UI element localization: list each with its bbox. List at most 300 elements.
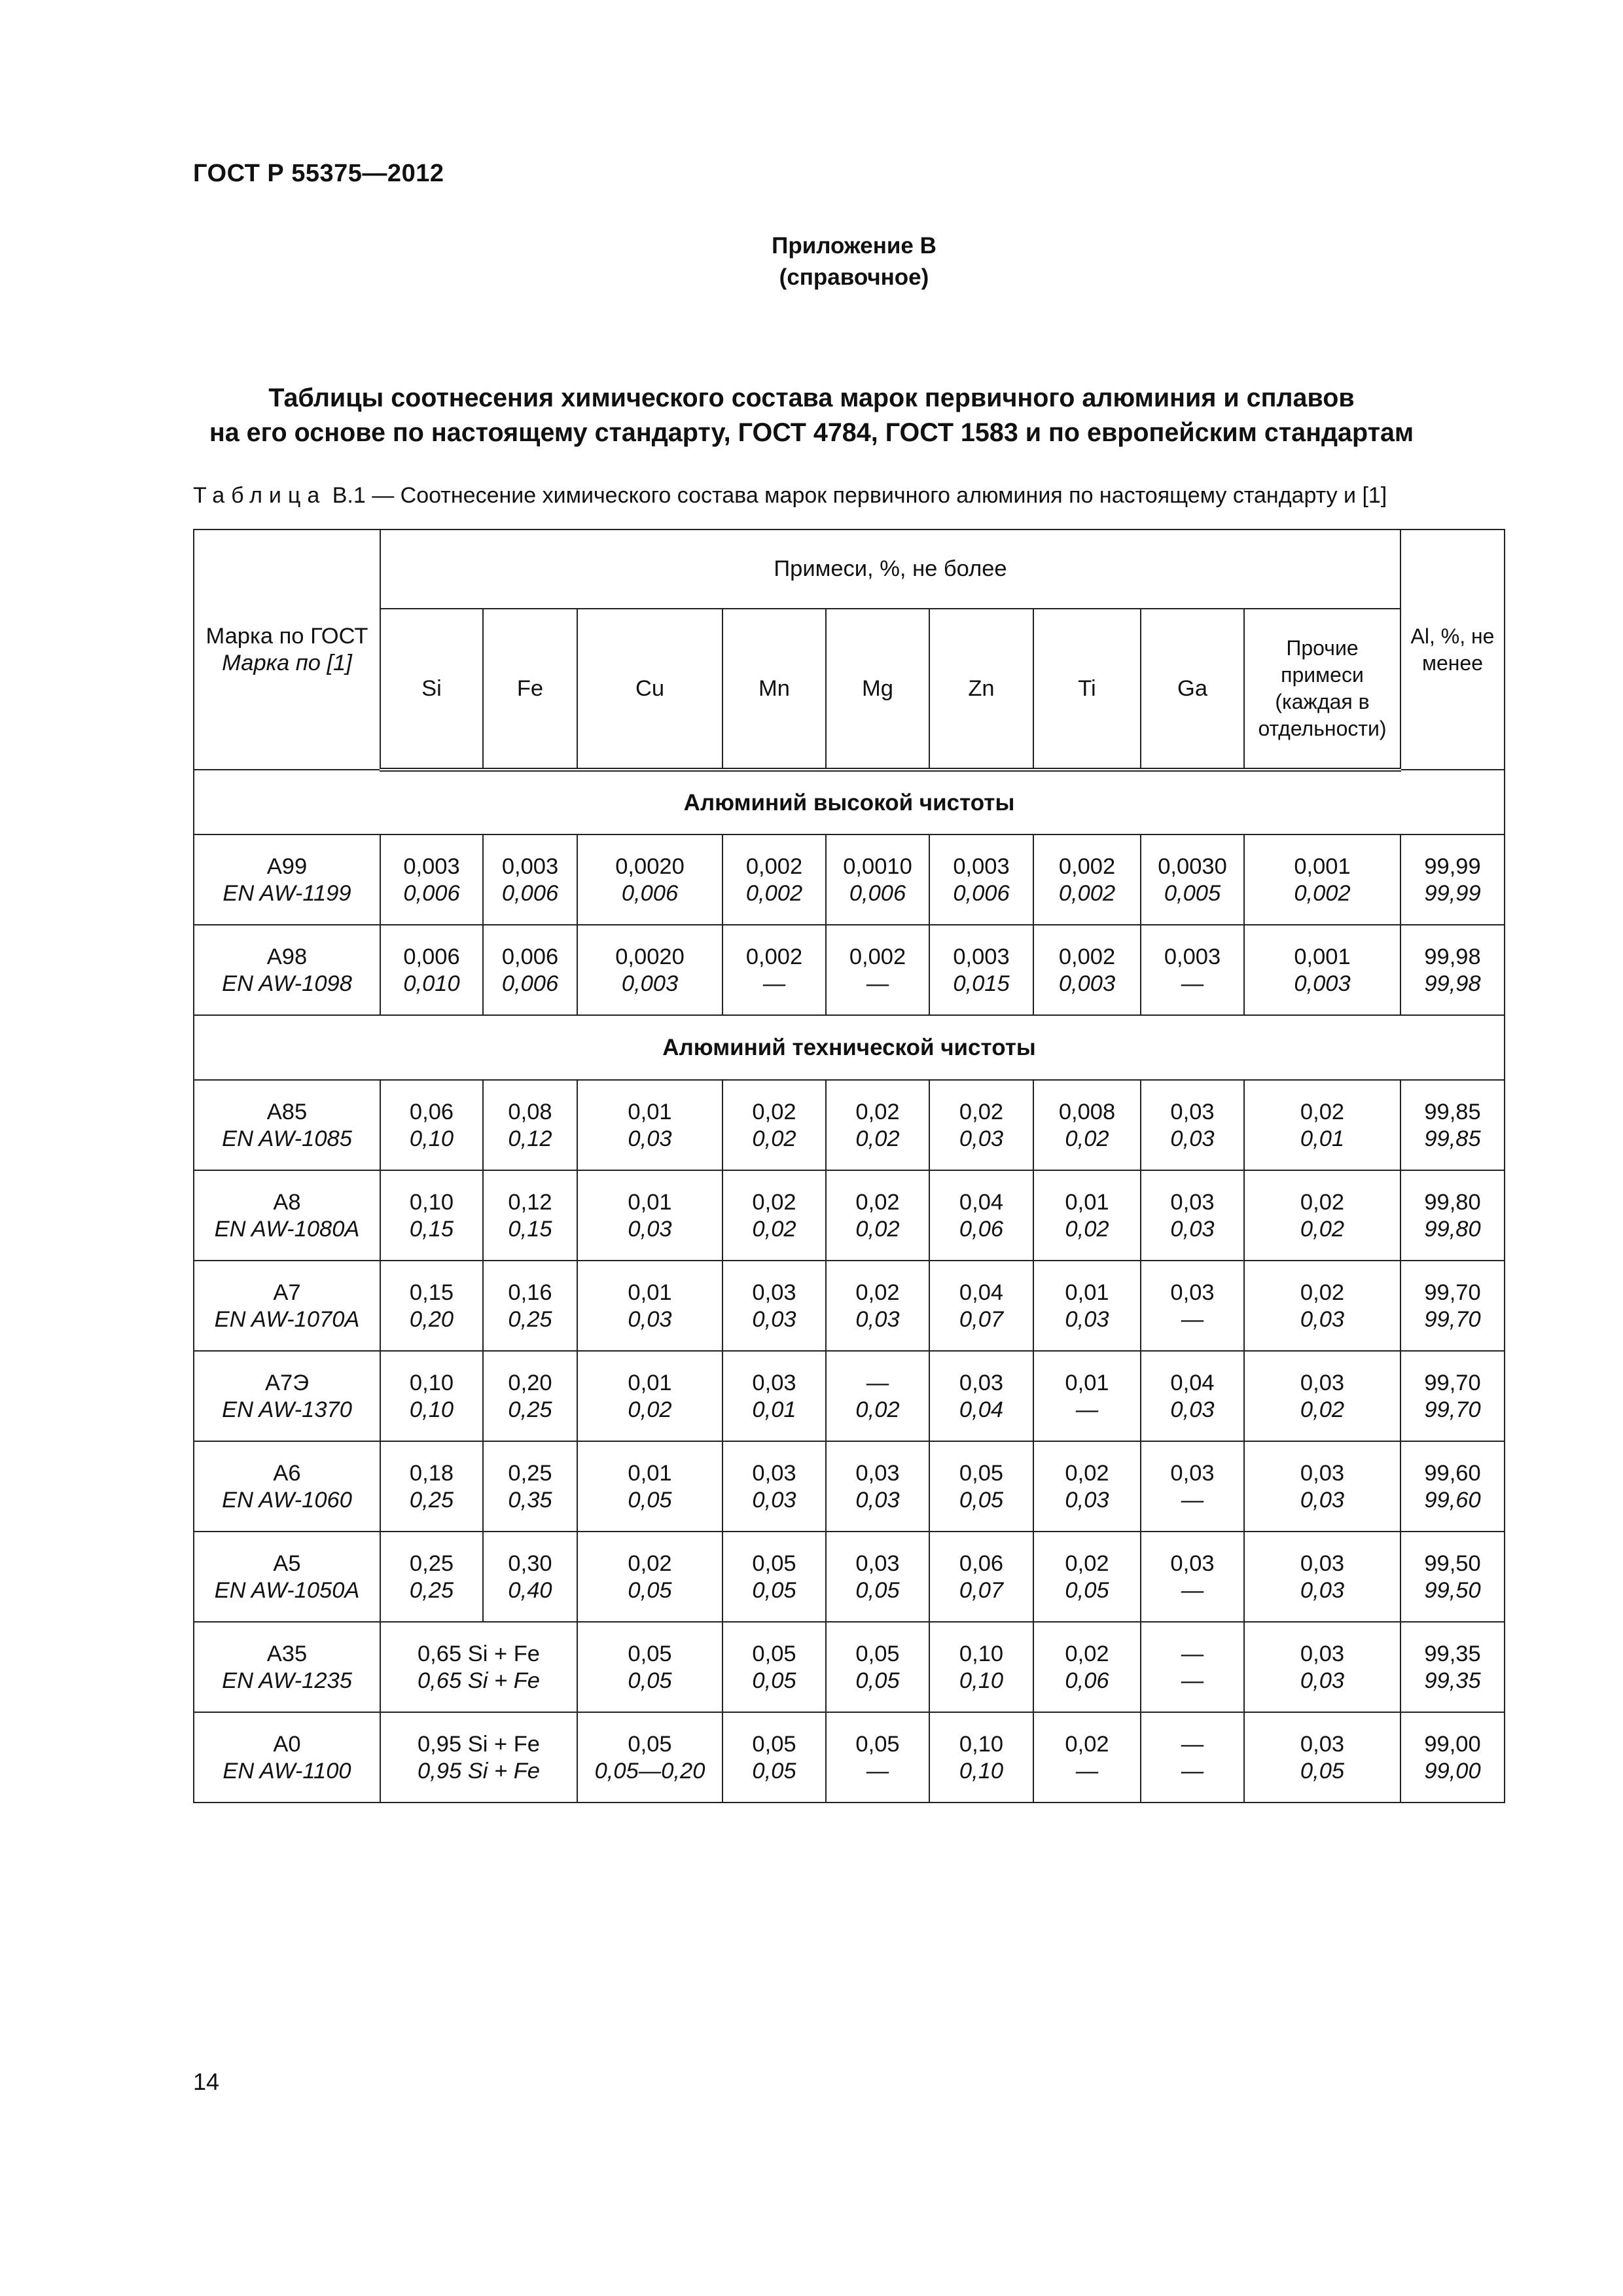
grade-en-header: Марка по [1] <box>222 650 352 675</box>
al-cell-gost: 99,85 <box>1424 1100 1481 1124</box>
mg-cell-en: 0,02 <box>855 1126 900 1151</box>
page-number: 14 <box>193 2068 220 2095</box>
ga-cell-gost: — <box>1181 1732 1204 1757</box>
mg-cell <box>826 1622 929 1712</box>
si-fe-cell-gost: 0,95 Si + Fe <box>418 1732 540 1757</box>
grade-cell <box>194 1532 380 1622</box>
al-cell-en: 99,70 <box>1424 1307 1481 1332</box>
mg-cell <box>826 1261 929 1351</box>
al-cell-en: 99,70 <box>1424 1397 1481 1422</box>
si-cell <box>380 1351 483 1441</box>
mg-cell <box>826 925 929 1015</box>
cu-cell <box>577 1351 722 1441</box>
ti-cell-gost: 0,01 <box>1065 1190 1109 1215</box>
appendix-heading <box>0 230 1623 293</box>
cu-cell <box>577 1532 722 1622</box>
appendix-title: Приложение В <box>772 233 936 259</box>
si-cell-en: 0,010 <box>403 971 460 996</box>
ti-cell-en: 0,03 <box>1065 1488 1109 1513</box>
ga-cell-gost: 0,003 <box>1164 944 1221 969</box>
si-cell-gost: 0,18 <box>409 1461 454 1486</box>
table-caption-prefix: Таблица <box>193 483 327 508</box>
al-cell-gost: 99,60 <box>1424 1461 1481 1486</box>
cu-cell-gost: 0,02 <box>628 1551 672 1576</box>
si-cell <box>380 1441 483 1532</box>
other-cell <box>1244 1170 1400 1261</box>
ga-cell <box>1141 834 1244 925</box>
si-cell-en: 0,10 <box>409 1126 454 1151</box>
mn-cell-en: 0,03 <box>752 1488 796 1513</box>
al-cell <box>1400 1712 1505 1803</box>
zn-cell-gost: 0,04 <box>959 1190 1004 1215</box>
ga-cell <box>1141 1080 1244 1170</box>
si-cell <box>380 1170 483 1261</box>
ti-cell <box>1033 1441 1141 1532</box>
ga-cell <box>1141 1261 1244 1351</box>
fe-cell <box>483 1351 577 1441</box>
composition-table <box>193 529 1505 1803</box>
ti-cell <box>1033 1532 1141 1622</box>
mn-cell-en: 0,03 <box>752 1307 796 1332</box>
cu-cell-en: 0,006 <box>621 881 679 906</box>
ga-cell <box>1141 1712 1244 1803</box>
other-cell <box>1244 1532 1400 1622</box>
al-cell-gost: 99,70 <box>1424 1371 1481 1395</box>
grade-cell-gost: А98 <box>266 944 308 969</box>
header-row-2 <box>194 609 1505 770</box>
ti-cell <box>1033 925 1141 1015</box>
ti-cell-gost: 0,008 <box>1058 1100 1116 1124</box>
fe-cell-en: 0,25 <box>508 1307 552 1332</box>
zn-cell <box>929 1712 1033 1803</box>
table-row <box>194 925 1505 1015</box>
other-cell-gost: 0,03 <box>1300 1732 1345 1757</box>
si-fe-cell-en: 0,95 Si + Fe <box>418 1759 540 1784</box>
zn-cell-en: 0,10 <box>959 1668 1004 1693</box>
ti-cell-en: 0,03 <box>1065 1307 1109 1332</box>
mn-cell <box>722 925 826 1015</box>
ti-cell <box>1033 1622 1141 1712</box>
si-cell <box>380 1532 483 1622</box>
grade-cell-en: EN AW-1235 <box>222 1668 352 1693</box>
ti-cell <box>1033 1261 1141 1351</box>
si-fe-cell-en: 0,65 Si + Fe <box>418 1668 540 1693</box>
other-cell <box>1244 834 1400 925</box>
other-cell-gost: 0,02 <box>1300 1100 1345 1124</box>
cu-cell-en: 0,03 <box>628 1217 672 1242</box>
page-title-line-1: Таблицы соотнесения химического состава марок первичного алюминия и сплавов <box>268 384 1355 412</box>
mg-cell-gost: 0,03 <box>855 1551 900 1576</box>
fe-cell-gost: 0,08 <box>508 1100 552 1124</box>
element-header-ti: Ti <box>1033 609 1141 770</box>
other-cell-en: 0,002 <box>1294 881 1351 906</box>
table-row <box>194 1170 1505 1261</box>
other-cell <box>1244 1712 1400 1803</box>
al-header: Al, %, не менее <box>1400 529 1505 770</box>
si-cell-gost: 0,06 <box>409 1100 454 1124</box>
zn-cell-gost: 0,003 <box>953 854 1010 879</box>
grade-cell <box>194 1170 380 1261</box>
al-cell-en: 99,85 <box>1424 1126 1481 1151</box>
ga-cell-en: 0,005 <box>1164 881 1221 906</box>
ga-cell-gost: 0,03 <box>1170 1100 1215 1124</box>
zn-cell <box>929 1261 1033 1351</box>
al-cell-gost: 99,98 <box>1424 944 1481 969</box>
mn-cell-en: 0,05 <box>752 1668 796 1693</box>
si-cell-en: 0,25 <box>409 1488 454 1513</box>
fe-cell-en: 0,35 <box>508 1488 552 1513</box>
other-cell-gost: 0,001 <box>1294 944 1351 969</box>
mg-cell-gost: 0,02 <box>855 1190 900 1215</box>
grade-cell-en: EN AW-1060 <box>222 1488 352 1513</box>
ti-cell-en: 0,02 <box>1065 1126 1109 1151</box>
document-code: ГОСТ Р 55375—2012 <box>193 160 444 187</box>
table-row <box>194 1532 1505 1622</box>
mg-cell-gost: — <box>866 1371 889 1395</box>
zn-cell-gost: 0,06 <box>959 1551 1004 1576</box>
mn-cell-en: 0,02 <box>752 1217 796 1242</box>
al-cell-en: 99,99 <box>1424 881 1481 906</box>
zn-cell-gost: 0,10 <box>959 1641 1004 1666</box>
ga-cell-en: — <box>1181 1759 1204 1784</box>
zn-cell-gost: 0,03 <box>959 1371 1004 1395</box>
si-cell-gost: 0,10 <box>409 1190 454 1215</box>
ga-cell <box>1141 1351 1244 1441</box>
mn-cell-gost: 0,05 <box>752 1551 796 1576</box>
fe-cell <box>483 925 577 1015</box>
ga-cell-en: 0,03 <box>1170 1126 1215 1151</box>
zn-cell-gost: 0,003 <box>953 944 1010 969</box>
ti-cell-gost: 0,002 <box>1058 944 1116 969</box>
cu-cell-en: 0,05 <box>628 1668 672 1693</box>
cu-cell <box>577 1170 722 1261</box>
grade-cell-gost: А8 <box>273 1190 301 1215</box>
si-cell-gost: 0,10 <box>409 1371 454 1395</box>
table-row <box>194 1712 1505 1803</box>
other-cell-en: 0,03 <box>1300 1668 1345 1693</box>
mn-cell-gost: 0,002 <box>745 944 803 969</box>
grade-cell-gost: А99 <box>266 854 308 879</box>
fe-cell-gost: 0,25 <box>508 1461 552 1486</box>
zn-cell <box>929 834 1033 925</box>
si-fe-cell-gost: 0,65 Si + Fe <box>418 1641 540 1666</box>
mn-cell-gost: 0,02 <box>752 1190 796 1215</box>
mg-cell <box>826 834 929 925</box>
zn-cell <box>929 1351 1033 1441</box>
grade-cell <box>194 925 380 1015</box>
other-cell-en: 0,03 <box>1300 1578 1345 1603</box>
mn-cell-en: 0,05 <box>752 1578 796 1603</box>
page-title <box>0 381 1623 450</box>
cu-cell-gost: 0,0020 <box>615 944 685 969</box>
si-cell-gost: 0,15 <box>409 1280 454 1305</box>
al-cell <box>1400 1261 1505 1351</box>
mg-cell-en: 0,05 <box>855 1668 900 1693</box>
grade-gost-header: Марка по ГОСТ <box>205 623 368 649</box>
zn-cell-en: 0,006 <box>953 881 1010 906</box>
zn-cell <box>929 1080 1033 1170</box>
cu-cell-gost: 0,05 <box>628 1641 672 1666</box>
mg-cell <box>826 1441 929 1532</box>
table-row <box>194 1261 1505 1351</box>
mn-cell-gost: 0,05 <box>752 1641 796 1666</box>
mg-cell-en: 0,03 <box>855 1307 900 1332</box>
zn-cell <box>929 925 1033 1015</box>
ga-cell <box>1141 1532 1244 1622</box>
cu-cell-gost: 0,01 <box>628 1371 672 1395</box>
fe-cell-gost: 0,20 <box>508 1371 552 1395</box>
al-cell-en: 99,00 <box>1424 1759 1481 1784</box>
ga-cell <box>1141 1441 1244 1532</box>
al-cell-en: 99,60 <box>1424 1488 1481 1513</box>
grade-header-cell <box>194 529 380 770</box>
mn-cell <box>722 1441 826 1532</box>
mn-cell-en: 0,01 <box>752 1397 796 1422</box>
mn-cell-en: 0,02 <box>752 1126 796 1151</box>
ga-cell-en: — <box>1181 971 1204 996</box>
ti-cell <box>1033 1712 1141 1803</box>
ti-cell <box>1033 1170 1141 1261</box>
other-cell <box>1244 1080 1400 1170</box>
cu-cell-en: 0,02 <box>628 1397 672 1422</box>
cu-cell-gost: 0,0020 <box>615 854 685 879</box>
mn-cell <box>722 1261 826 1351</box>
group-row <box>194 1015 1505 1080</box>
cu-cell <box>577 1622 722 1712</box>
cu-cell <box>577 1712 722 1803</box>
fe-cell-en: 0,40 <box>508 1578 552 1603</box>
ga-cell-en: — <box>1181 1668 1204 1693</box>
zn-cell-gost: 0,10 <box>959 1732 1004 1757</box>
si-cell <box>380 1261 483 1351</box>
other-cell <box>1244 925 1400 1015</box>
fe-cell <box>483 1261 577 1351</box>
fe-cell <box>483 1170 577 1261</box>
cu-cell-gost: 0,01 <box>628 1100 672 1124</box>
al-cell-en: 99,50 <box>1424 1578 1481 1603</box>
ti-cell-gost: 0,02 <box>1065 1732 1109 1757</box>
ti-cell <box>1033 834 1141 925</box>
mg-cell-en: 0,05 <box>855 1578 900 1603</box>
si-cell-gost: 0,006 <box>403 944 460 969</box>
ga-cell-gost: — <box>1181 1641 1204 1666</box>
element-header-cu: Cu <box>577 609 722 770</box>
mg-cell-gost: 0,02 <box>855 1100 900 1124</box>
mg-cell <box>826 1532 929 1622</box>
mn-cell <box>722 1351 826 1441</box>
al-cell <box>1400 1441 1505 1532</box>
mn-cell-gost: 0,03 <box>752 1461 796 1486</box>
al-cell-gost: 99,80 <box>1424 1190 1481 1215</box>
si-cell <box>380 834 483 925</box>
other-cell-gost: 0,03 <box>1300 1371 1345 1395</box>
mn-cell <box>722 834 826 925</box>
mn-cell-gost: 0,05 <box>752 1732 796 1757</box>
si-fe-cell <box>380 1622 577 1712</box>
mn-cell-en: — <box>762 971 786 996</box>
ti-cell-en: — <box>1075 1397 1099 1422</box>
mg-cell-en: — <box>866 1759 889 1784</box>
grade-cell-gost: А7Э <box>265 1371 309 1395</box>
al-cell-en: 99,80 <box>1424 1217 1481 1242</box>
zn-cell-gost: 0,05 <box>959 1461 1004 1486</box>
grade-cell-en: EN AW-1070A <box>214 1307 360 1332</box>
zn-cell-gost: 0,04 <box>959 1280 1004 1305</box>
si-cell <box>380 1080 483 1170</box>
al-cell-gost: 99,70 <box>1424 1280 1481 1305</box>
fe-cell-gost: 0,30 <box>508 1551 552 1576</box>
table-row <box>194 1080 1505 1170</box>
si-cell-gost: 0,25 <box>409 1551 454 1576</box>
fe-cell <box>483 1441 577 1532</box>
ga-cell-gost: 0,04 <box>1170 1371 1215 1395</box>
ti-cell-gost: 0,01 <box>1065 1280 1109 1305</box>
zn-cell-en: 0,05 <box>959 1488 1004 1513</box>
al-cell <box>1400 1532 1505 1622</box>
mn-cell <box>722 1712 826 1803</box>
mg-cell <box>826 1351 929 1441</box>
grade-cell-gost: А85 <box>266 1100 308 1124</box>
table-row <box>194 1351 1505 1441</box>
grade-cell <box>194 1441 380 1532</box>
fe-cell <box>483 1532 577 1622</box>
page-title-line-2: на его основе по настоящему стандарту, ГОСТ 4784, ГОСТ 1583 и по европейским стандартам <box>209 418 1414 447</box>
grade-cell-en: EN AW-1085 <box>222 1126 352 1151</box>
fe-cell <box>483 834 577 925</box>
ga-cell-en: 0,03 <box>1170 1217 1215 1242</box>
mn-cell <box>722 1170 826 1261</box>
cu-cell-en: 0,003 <box>621 971 679 996</box>
ti-cell-en: 0,002 <box>1058 881 1116 906</box>
mn-cell-en: 0,05 <box>752 1759 796 1784</box>
ga-cell-gost: 0,0030 <box>1158 854 1227 879</box>
grade-cell-en: EN AW-1080A <box>214 1217 360 1242</box>
fe-cell-gost: 0,006 <box>501 944 559 969</box>
zn-cell-en: 0,10 <box>959 1759 1004 1784</box>
al-cell-gost: 99,35 <box>1424 1641 1481 1666</box>
al-cell-gost: 99,50 <box>1424 1551 1481 1576</box>
ti-cell-en: 0,003 <box>1058 971 1116 996</box>
fe-cell-en: 0,006 <box>501 971 559 996</box>
mg-cell-gost: 0,02 <box>855 1280 900 1305</box>
other-cell-en: 0,02 <box>1300 1397 1345 1422</box>
cu-cell <box>577 925 722 1015</box>
grade-cell-en: EN AW-1370 <box>222 1397 352 1422</box>
table-row <box>194 1441 1505 1532</box>
si-cell-gost: 0,003 <box>403 854 460 879</box>
al-cell <box>1400 1351 1505 1441</box>
ga-cell-gost: 0,03 <box>1170 1551 1215 1576</box>
mn-cell <box>722 1622 826 1712</box>
al-cell <box>1400 1080 1505 1170</box>
zn-cell-en: 0,06 <box>959 1217 1004 1242</box>
ga-cell-en: — <box>1181 1578 1204 1603</box>
table-row <box>194 1622 1505 1712</box>
si-cell-en: 0,006 <box>403 881 460 906</box>
si-cell-en: 0,25 <box>409 1578 454 1603</box>
other-cell-en: 0,03 <box>1300 1488 1345 1513</box>
element-header-ga: Ga <box>1141 609 1244 770</box>
grade-cell <box>194 834 380 925</box>
ga-cell-en: — <box>1181 1488 1204 1513</box>
fe-cell-gost: 0,003 <box>501 854 559 879</box>
ti-cell-gost: 0,01 <box>1065 1371 1109 1395</box>
appendix-type: (справочное) <box>779 264 929 290</box>
other-cell-gost: 0,03 <box>1300 1641 1345 1666</box>
mg-cell <box>826 1080 929 1170</box>
table-row <box>194 834 1505 925</box>
zn-cell-en: 0,015 <box>953 971 1010 996</box>
header-row-1 <box>194 529 1505 609</box>
mn-cell <box>722 1080 826 1170</box>
fe-cell-gost: 0,12 <box>508 1190 552 1215</box>
grade-cell-gost: А5 <box>273 1551 301 1576</box>
table-body <box>194 770 1505 1803</box>
mg-cell <box>826 1712 929 1803</box>
mg-cell-gost: 0,0010 <box>843 854 912 879</box>
mg-cell-gost: 0,05 <box>855 1641 900 1666</box>
other-cell-en: 0,05 <box>1300 1759 1345 1784</box>
other-cell-gost: 0,02 <box>1300 1280 1345 1305</box>
grade-cell-en: EN AW-1050A <box>214 1578 360 1603</box>
cu-cell-en: 0,05 <box>628 1578 672 1603</box>
grade-cell-gost: А7 <box>273 1280 301 1305</box>
zn-cell-en: 0,03 <box>959 1126 1004 1151</box>
zn-cell-en: 0,04 <box>959 1397 1004 1422</box>
grade-cell <box>194 1622 380 1712</box>
mg-cell <box>826 1170 929 1261</box>
si-cell-en: 0,15 <box>409 1217 454 1242</box>
zn-cell <box>929 1622 1033 1712</box>
grade-cell-en: EN AW-1100 <box>223 1759 351 1784</box>
ga-cell-gost: 0,03 <box>1170 1461 1215 1486</box>
ti-cell-gost: 0,002 <box>1058 854 1116 879</box>
grade-cell-gost: А35 <box>266 1641 308 1666</box>
group-row <box>194 770 1505 834</box>
element-header-mn: Mn <box>722 609 826 770</box>
mg-cell-gost: 0,05 <box>855 1732 900 1757</box>
cu-cell-gost: 0,05 <box>628 1732 672 1757</box>
ga-cell-gost: 0,03 <box>1170 1280 1215 1305</box>
ga-cell <box>1141 1170 1244 1261</box>
cu-cell-en: 0,03 <box>628 1126 672 1151</box>
ga-cell-gost: 0,03 <box>1170 1190 1215 1215</box>
element-header-zn: Zn <box>929 609 1033 770</box>
ga-cell <box>1141 1622 1244 1712</box>
ti-cell-en: — <box>1075 1759 1099 1784</box>
mg-cell-en: 0,03 <box>855 1488 900 1513</box>
cu-cell <box>577 1441 722 1532</box>
other-cell-gost: 0,001 <box>1294 854 1351 879</box>
element-header-si: Si <box>380 609 483 770</box>
group-title: Алюминий высокой чистоты <box>194 770 1505 834</box>
mg-cell-en: — <box>866 971 889 996</box>
other-cell-en: 0,003 <box>1294 971 1351 996</box>
cu-cell <box>577 834 722 925</box>
ti-cell <box>1033 1351 1141 1441</box>
fe-cell-gost: 0,16 <box>508 1280 552 1305</box>
si-fe-cell <box>380 1712 577 1803</box>
grade-cell-gost: А6 <box>273 1461 301 1486</box>
cu-cell-gost: 0,01 <box>628 1280 672 1305</box>
other-cell <box>1244 1622 1400 1712</box>
si-cell-en: 0,10 <box>409 1397 454 1422</box>
al-cell-gost: 99,99 <box>1424 854 1481 879</box>
other-cell <box>1244 1441 1400 1532</box>
ti-cell-gost: 0,02 <box>1065 1551 1109 1576</box>
impurities-header: Примеси, %, не более <box>380 529 1400 609</box>
al-cell <box>1400 1170 1505 1261</box>
